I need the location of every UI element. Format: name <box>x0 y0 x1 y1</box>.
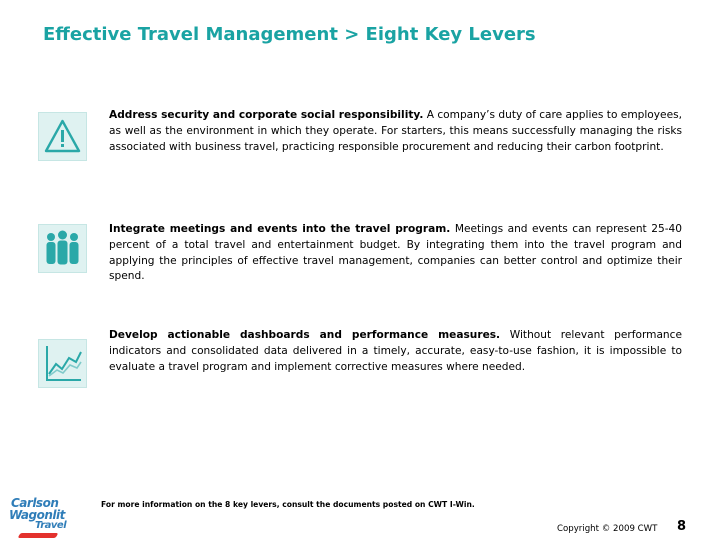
logo-swoosh <box>18 533 59 538</box>
people-icon <box>38 224 87 273</box>
copyright: Copyright © 2009 CWT <box>557 524 658 534</box>
logo-line-3: Travel <box>35 520 67 531</box>
lever-heading: Address security and corporate social responsibility. <box>109 109 424 121</box>
carlson-wagonlit-logo <box>7 496 67 544</box>
logo-line-2: Wagonlit <box>9 508 65 522</box>
footnote: For more information on the 8 key levers, consult the documents posted on CWT I-Win. <box>101 500 475 509</box>
lever-dashboards <box>109 328 682 375</box>
line-chart-icon <box>38 339 87 388</box>
page-number: 8 <box>677 519 687 534</box>
warning-icon <box>38 112 87 161</box>
lever-heading: Develop actionable dashboards and performance measures. <box>109 329 501 341</box>
lever-meetings <box>109 222 682 285</box>
logo-line-1: Carlson <box>11 496 59 510</box>
lever-body: A company’s duty of care applies to employees, as well as the environment in which they operate. For starters, this means successfully managing the risks associated with business travel, practicing responsible procurement and reducing their carbon footprint. <box>109 109 682 153</box>
lever-body: Without relevant performance indicators and consolidated data delivered in a timely, accurate, easy-to-use fashion, it is impossible to evaluate a travel program and implement corrective measures where needed. <box>109 329 682 373</box>
lever-heading: Integrate meetings and events into the travel program. <box>109 223 451 235</box>
lever-body: Meetings and events can represent 25-40 percent of a total travel and entertainment budget. By integrating them into the travel program and applying the principles of effective travel management, companies can better control and optimize their spend. <box>109 223 682 283</box>
lever-security <box>109 108 682 155</box>
page-title: Effective Travel Management > Eight Key Levers <box>43 24 536 45</box>
